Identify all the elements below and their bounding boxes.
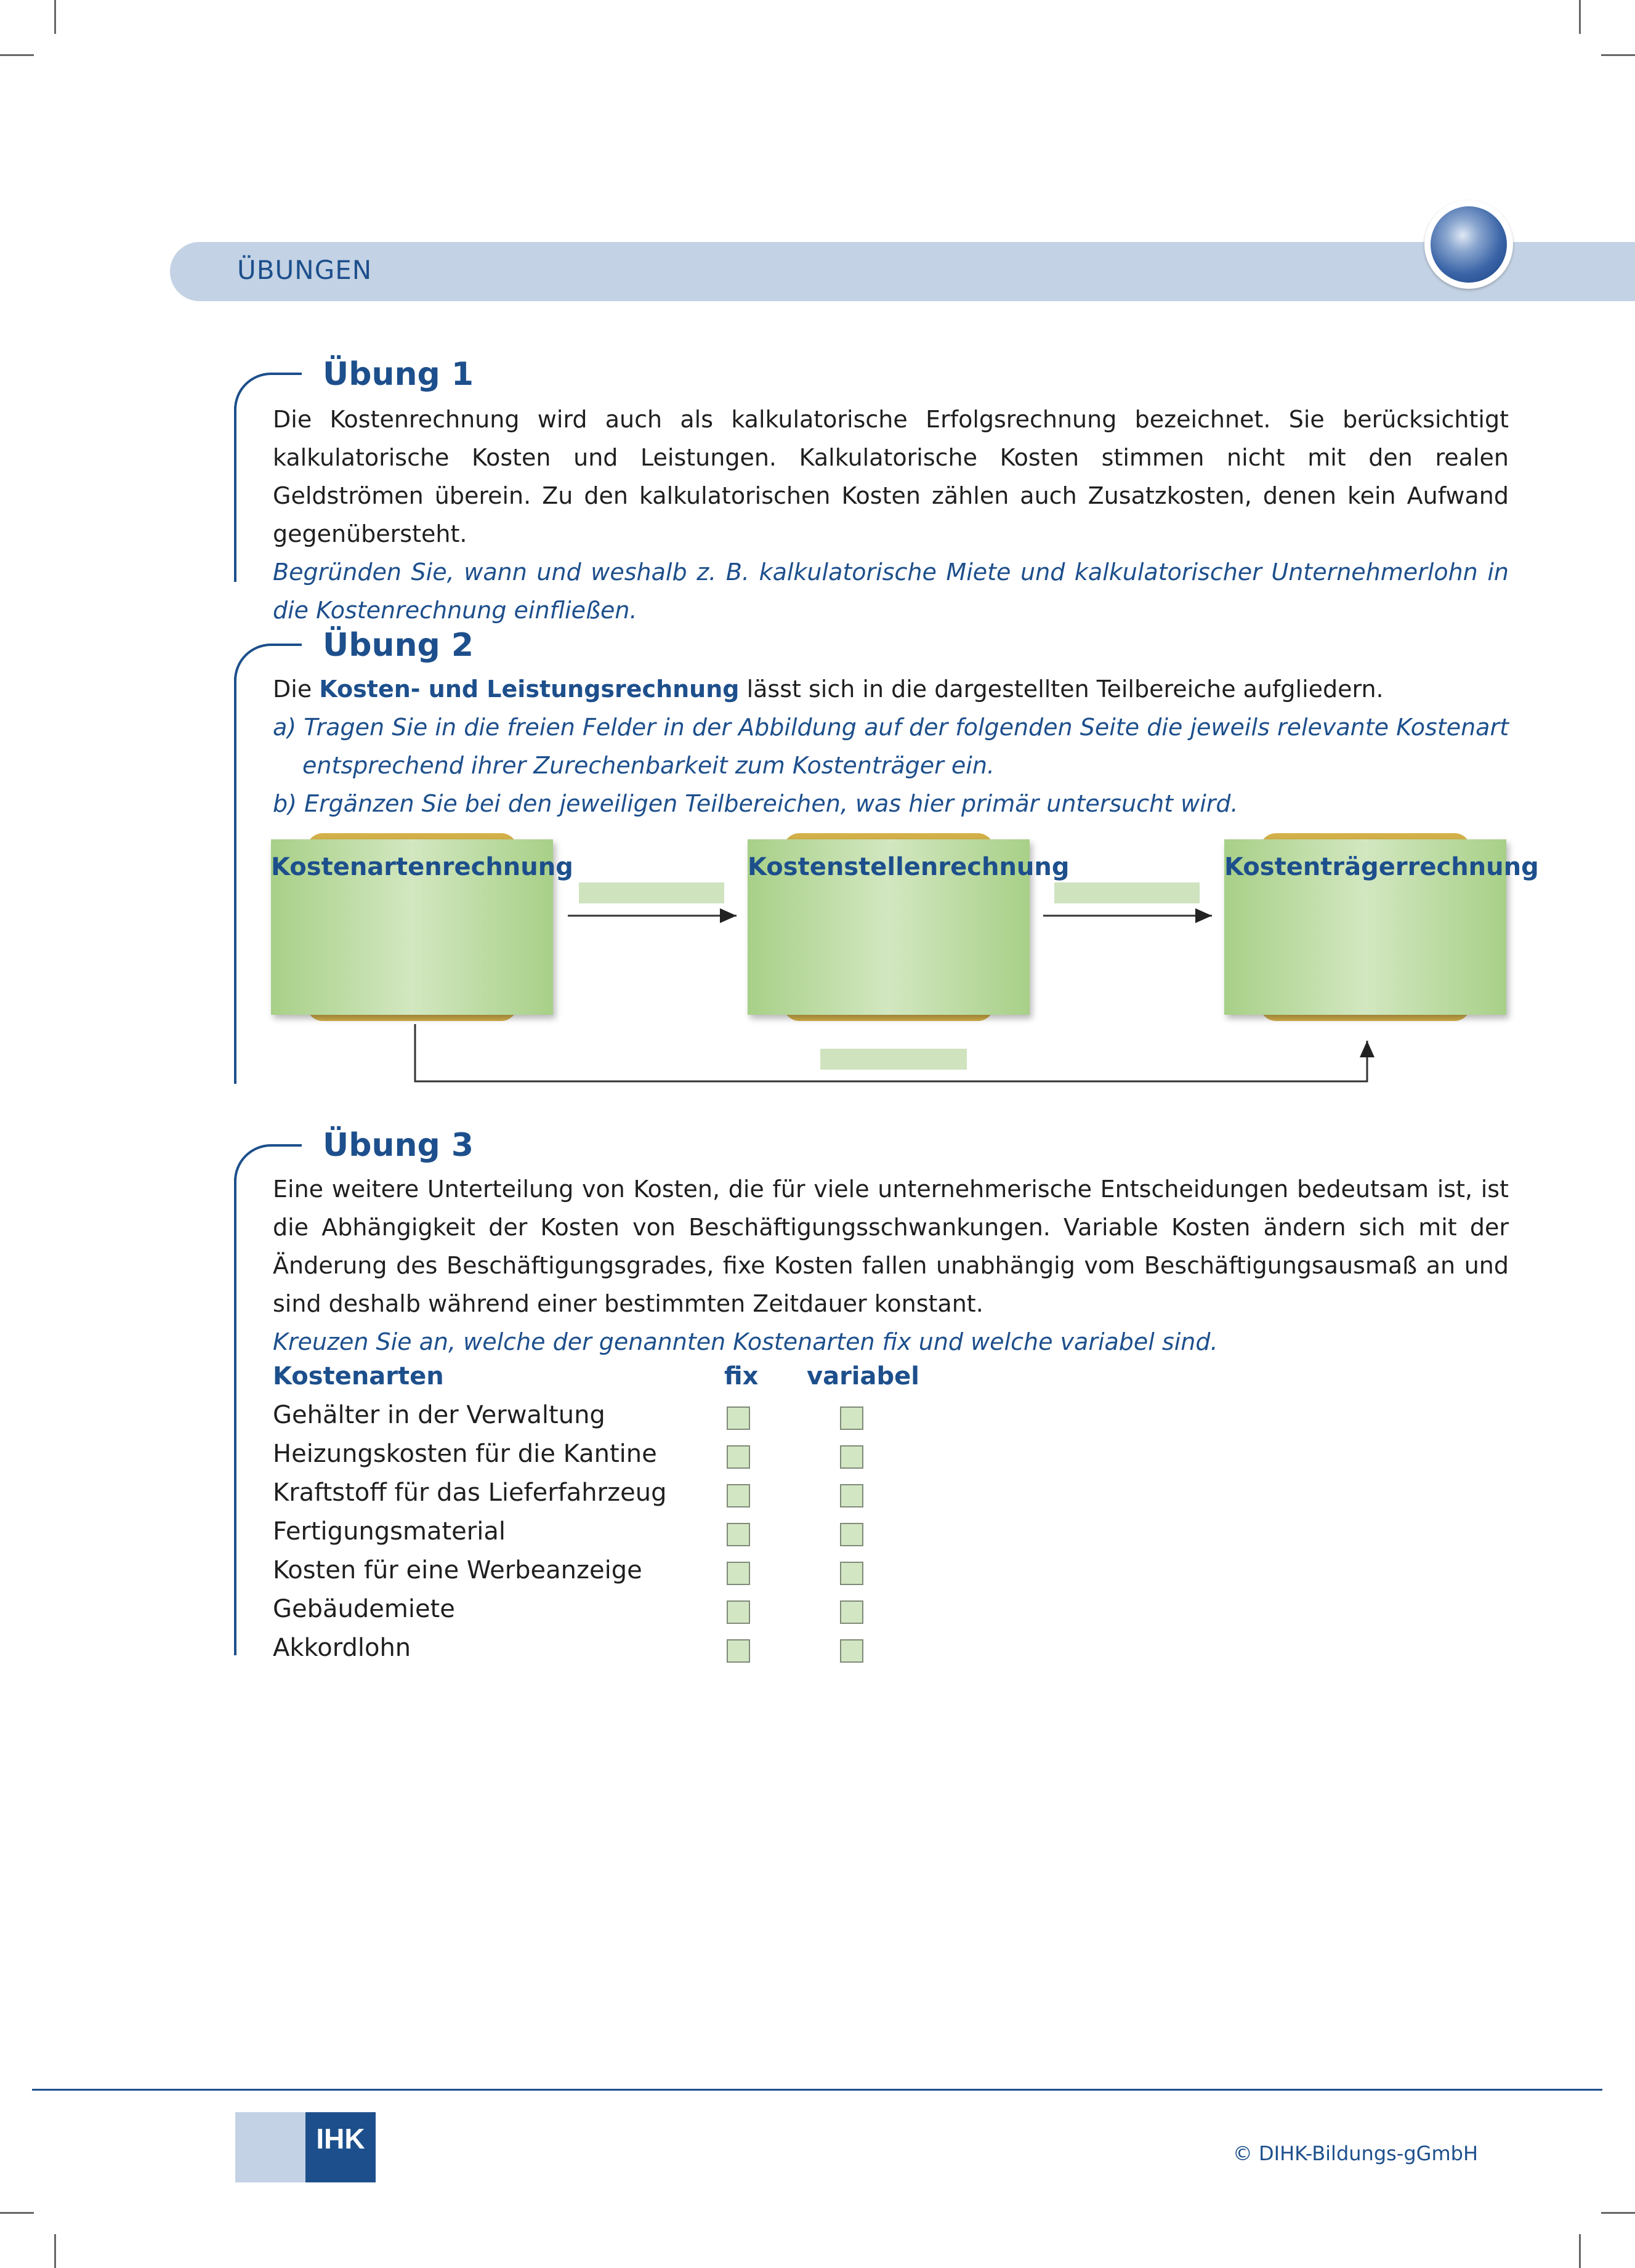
page-title: ÜBUNGEN: [237, 255, 373, 285]
table-row-label: Akkordlohn: [273, 1634, 411, 1662]
table-row-label: Fertigungsmaterial: [273, 1517, 506, 1546]
arrow-3: [415, 1024, 1367, 1081]
diagram-box-label: Kostenartenrechnung: [271, 853, 573, 881]
checkbox-fix[interactable]: [727, 1600, 750, 1624]
checkbox-fix[interactable]: [727, 1484, 750, 1507]
table-row-label: Gebäudemiete: [273, 1595, 455, 1623]
crop-mark: [0, 2212, 34, 2214]
exercise-2-task-b: b) Ergänzen Sie bei den jeweiligen Teilbereichen, was hier primär untersucht wird.: [273, 790, 1238, 817]
exercise-1-task: Begründen Sie, wann und weshalb z. B. kalkulatorische Miete und kalkulatorischer Unternehmerlohn in die Kostenrechnung einfließen.: [273, 559, 1509, 624]
exercise-3-text: [273, 1170, 1509, 1361]
section-bracket: [234, 1178, 236, 1655]
ihk-logo-text: IHK: [316, 2123, 365, 2155]
exercise-3-description: Eine weitere Unterteilung von Kosten, die für viele unternehmerische Entscheidungen bedeutsam ist, ist die Abhängigkeit der Kosten von Beschäftigungsschwankungen. Variable Kosten ändern sich mit der Änderung des Beschäftigungsgrades, fixe Kosten fallen unabhängig vom Beschäftigungsausmaß an und sind deshalb während einer bestimmten Zeitdauer konstant.: [273, 1176, 1509, 1317]
checkbox-fix[interactable]: [727, 1523, 750, 1546]
checkbox-fix[interactable]: [727, 1445, 750, 1469]
exercise-2-task-a: a) Tragen Sie in die freien Felder in der Abbildung auf der folgenden Seite die jeweils relevante Kostenart entsprechend ihrer Zurechenbarkeit zum Kostenträger ein.: [273, 714, 1509, 779]
table-header-kostenarten: Kostenarten: [273, 1362, 444, 1390]
checkbox-fix[interactable]: [727, 1406, 750, 1430]
ihk-logo-accent: [235, 2112, 305, 2182]
checkbox-variabel[interactable]: [840, 1445, 863, 1469]
checkbox-variabel[interactable]: [840, 1484, 863, 1507]
table-row-label: Kraftstoff für das Lieferfahrzeug: [273, 1479, 667, 1507]
table-header-variabel: variabel: [807, 1362, 919, 1390]
crop-mark: [1579, 2234, 1581, 2268]
table-row-label: Heizungskosten für die Kantine: [273, 1440, 657, 1468]
diagram-box-label: Kostenträgerrechnung: [1224, 853, 1539, 881]
crop-mark: [54, 2234, 56, 2268]
checkbox-variabel[interactable]: [840, 1639, 863, 1663]
exercise-1-description: Die Kostenrechnung wird auch als kalkulatorische Erfolgsrechnung bezeichnet. Sie berücksichtigt kalkulatorische Kosten und Leistungen. Kalkulatorische Kosten stimmen nicht mit den realen Geldströmen überein. Zu den kalkulatorischen Kosten zählen auch Zusatzkosten, denen kein Aufwand gegenübersteht.: [273, 406, 1509, 547]
checkbox-variabel[interactable]: [840, 1523, 863, 1546]
exercise-3-title: Übung 3: [323, 1127, 474, 1164]
crop-mark: [1601, 2212, 1635, 2214]
exercise-1-title: Übung 1: [323, 356, 474, 393]
checkbox-variabel[interactable]: [840, 1600, 863, 1624]
checkbox-variabel[interactable]: [840, 1406, 863, 1430]
diagram-box-label: Kostenstellenrechnung: [748, 853, 1070, 881]
intro-highlight: Kosten- und Leistungsrechnung: [319, 676, 740, 703]
intro-text: lässt sich in die dargestellten Teilbereiche aufgliedern.: [739, 676, 1384, 703]
diagram-arrows: [0, 0, 1635, 1108]
exercise-2-title: Übung 2: [323, 627, 474, 664]
section-bracket: [288, 1144, 302, 1147]
exercise-3-task: Kreuzen Sie an, welche der genannten Kostenarten fix und welche variabel sind.: [273, 1328, 1218, 1355]
table-row-label: Gehälter in der Verwaltung: [273, 1401, 605, 1429]
footer-rule: [32, 2089, 1602, 2091]
checkbox-fix[interactable]: [727, 1562, 750, 1585]
checkbox-fix[interactable]: [727, 1639, 750, 1663]
copyright-notice: © DIHK-Bildungs-gGmbH: [1232, 2142, 1478, 2165]
checkbox-variabel[interactable]: [840, 1562, 863, 1585]
table-row-label: Kosten für eine Werbeanzeige: [273, 1556, 642, 1584]
table-header-fix: fix: [724, 1362, 759, 1390]
intro-text: Die: [273, 676, 320, 703]
